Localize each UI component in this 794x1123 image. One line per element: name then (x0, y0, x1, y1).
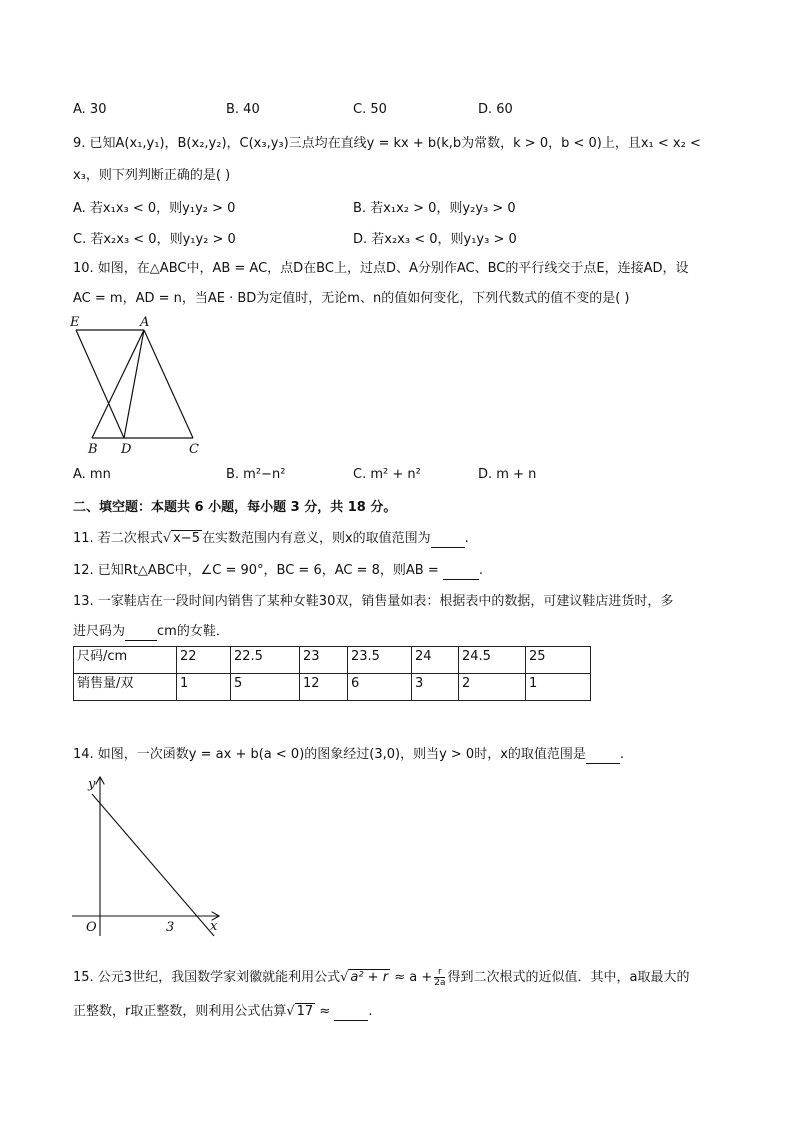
q11-end: . (464, 531, 469, 546)
q9-option-a: A. 若x₁x₃ < 0，则y₁y₂ > 0 (73, 201, 236, 216)
table-cell: 22 (177, 647, 231, 674)
q8-option-b: B. 40 (226, 102, 260, 117)
q15-line2-approx: ≈ (319, 1004, 331, 1019)
table-row (74, 647, 591, 674)
q15-stem-line1 (73, 967, 689, 988)
radical-sign-icon: √ (286, 1004, 295, 1019)
q9-stem-line2: x₃，则下列判断正确的是( ) (73, 168, 231, 183)
q15-end: . (368, 1004, 373, 1019)
q13-answer-blank[interactable] (125, 640, 157, 641)
q10-stem-line2: AC = m，AD = n，当AE · BD为定值时，无论m、n的值如何变化，下列代数式的值不变的是( ) (73, 291, 630, 306)
table-cell: 22.5 (231, 647, 300, 674)
q15-line2-radicand: 17 (296, 1004, 314, 1019)
q10-options (73, 467, 713, 485)
q11-answer-blank[interactable] (431, 547, 465, 548)
table-cell: 2 (459, 674, 526, 701)
q8-option-c: C. 50 (353, 102, 387, 117)
q15-radicand: a² + r (350, 970, 389, 985)
label-y-axis: y (88, 777, 96, 792)
q14-stem (73, 746, 624, 764)
label-c: C (189, 442, 199, 457)
q15-fraction (434, 967, 445, 988)
shoe-sales-table (73, 646, 591, 701)
q14-line-graph-figure (70, 772, 230, 940)
label-b: B (88, 442, 98, 457)
table-cell: 25 (526, 647, 591, 674)
q10-option-b: B. m²−n² (226, 467, 286, 482)
q10-option-c: C. m² + n² (353, 467, 421, 482)
label-x-intercept: 3 (166, 920, 175, 935)
q12-end: . (478, 563, 484, 578)
q9-stem-line1: 9. 已知A(x₁,y₁)，B(x₂,y₂)，C(x₃,y₃)三点均在直线y = kx + b(k,b为常数，k > 0，b < 0)上，且x₁ < x₂ < (73, 136, 701, 151)
q15-line2-prefix: 正整数，r取正整数，则利用公式估算 (73, 1004, 287, 1019)
q15-stem-line2 (73, 1003, 373, 1021)
q8-options (73, 102, 713, 120)
q10-option-d: D. m + n (478, 467, 537, 482)
q14-end: . (619, 747, 625, 762)
table-cell: 6 (348, 674, 412, 701)
table-cell: 23.5 (348, 647, 412, 674)
label-origin: O (86, 920, 97, 935)
q10-triangle-figure (66, 312, 216, 462)
q14-answer-blank[interactable] (586, 763, 620, 764)
q15-fraction-numerator: r (434, 967, 445, 978)
function-line (92, 794, 214, 936)
q10-option-a: A. mn (73, 467, 111, 482)
q13-line2-suffix: cm的女鞋． (157, 624, 229, 639)
q9-options-row2 (73, 228, 713, 246)
q14-text: 14. 如图，一次函数y = ax + b(a < 0)的图象经过(3,0)，则当y > 0时，x的取值范围是 (73, 747, 586, 762)
q11-stem (73, 530, 469, 548)
q12-answer-blank[interactable] (443, 579, 479, 580)
q9-options-row1 (73, 197, 713, 215)
table-cell: 24 (412, 647, 459, 674)
radical-sign-icon: √ (162, 531, 172, 546)
segment-ad (124, 330, 144, 438)
table-cell: 23 (300, 647, 348, 674)
q11-prefix: 11. 若二次根式 (73, 531, 163, 546)
q9-option-b: B. 若x₁x₂ > 0，则y₂y₃ > 0 (353, 201, 516, 216)
q11-suffix: 在实数范围内有意义，则x的取值范围为 (201, 531, 431, 546)
segment-ac (144, 330, 193, 438)
q15-prefix: 15. 公元3世纪，我国数学家刘徽就能利用公式 (73, 970, 341, 985)
table-cell: 5 (231, 674, 300, 701)
label-e: E (70, 315, 80, 330)
table-cell: 24.5 (459, 647, 526, 674)
q8-option-a: A. 30 (73, 102, 107, 117)
label-x-axis: x (210, 919, 218, 934)
label-d: D (121, 442, 132, 457)
q15-answer-blank[interactable] (334, 1020, 368, 1021)
q9-option-c: C. 若x₂x₃ < 0，则y₁y₂ > 0 (73, 232, 236, 247)
q9-option-d: D. 若x₂x₃ < 0，则y₁y₃ > 0 (353, 232, 517, 247)
table-row (74, 674, 591, 701)
table-cell: 3 (412, 674, 459, 701)
q10-stem-line1: 10. 如图，在△ABC中，AB = AC，点D在BC上，过点D、A分别作AC、BC的平行线交于点E，连接AD，设 (73, 261, 689, 276)
q11-radicand: x−5 (173, 531, 200, 546)
q13-stem-line2 (73, 623, 229, 641)
q12-stem (73, 562, 483, 580)
table-cell: 1 (526, 674, 591, 701)
q15-approx: ≈ a + (394, 970, 433, 985)
table-cell: 销售量/双 (74, 674, 177, 701)
radical-sign-icon: √ (340, 970, 349, 985)
q13-line2-prefix: 进尺码为 (73, 624, 126, 639)
q13-stem-line1: 13. 一家鞋店在一段时间内销售了某种女鞋30双，销售量如表：根据表中的数据，可建议鞋店进货时，多 (73, 594, 674, 609)
table-cell: 1 (177, 674, 231, 701)
q12-text: 12. 已知Rt△ABC中，∠C = 90°，BC = 6，AC = 8，则AB = (73, 563, 439, 578)
q15-fraction-denominator: 2a (434, 978, 446, 988)
label-a: A (140, 315, 150, 330)
table-cell: 尺码/cm (74, 647, 177, 674)
table-cell: 12 (300, 674, 348, 701)
q8-option-d: D. 60 (478, 102, 513, 117)
q15-suffix: 得到二次根式的近似值．其中，a取最大的 (447, 970, 690, 985)
section-heading: 二、填空题：本题共 6 小题，每小题 3 分，共 18 分。 (73, 500, 397, 515)
